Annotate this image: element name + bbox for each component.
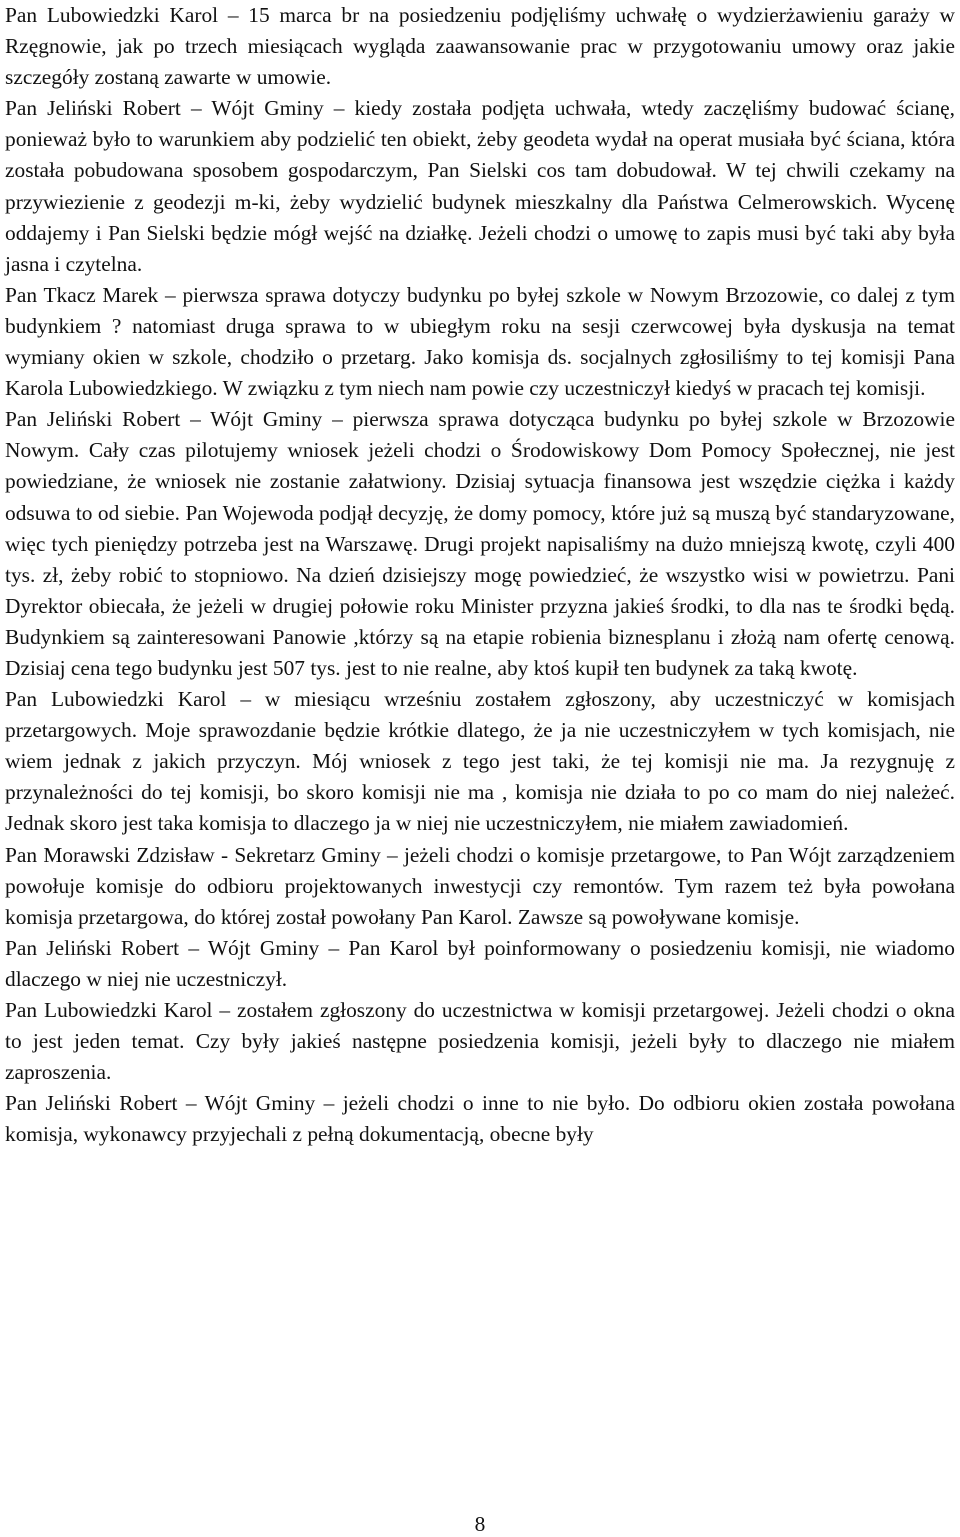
paragraph: Pan Lubowiedzki Karol – 15 marca br na posiedzeniu podjęliśmy uchwałę o wydzierżawieniu garaży w Rzęgnowie, jak po trzech miesiącach wygląda zaawansowanie prac w przygotowaniu umowy oraz jakie szczegóły zostaną zawarte w umowie. bbox=[5, 3, 955, 90]
paragraph: Pan Jeliński Robert – Wójt Gminy – Pan Karol był poinformowany o posiedzeniu komisji, nie wiadomo dlaczego w niej nie uczestniczył. bbox=[5, 935, 955, 991]
paragraph: Pan Morawski Zdzisław - Sekretarz Gminy – jeżeli chodzi o komisje przetargowe, to Pan Wójt zarządzeniem powołuje komisje do odbioru projektowanych inwestycji czy remontów. Tym razem też była powołana komisja przetargowa, do której został powołany Pan Karol. Zawsze są powoływane komisje. bbox=[5, 842, 955, 929]
document-body bbox=[5, 0, 955, 1150]
paragraph: Pan Jeliński Robert – Wójt Gminy – kiedy została podjęta uchwała, wtedy zaczęliśmy budować ścianę, ponieważ było to warunkiem aby podzielić ten obiekt, żeby geodeta wydał na operat musiała być ściana, która została pobudowana sposobem gospodarczym, Pan Sielski cos tam dobudował. W tej chwili czekamy na przywiezienie z geodezji m-ki, żeby wydzielić budynek mieszkalny dla Państwa Celmerowskich. Wycenę oddajemy i Pan Sielski będzie mógł wejść na działkę. Jeżeli chodzi o umowę to zapis musi być taki aby była jasna i czytelna. bbox=[5, 96, 955, 276]
page-number: 8 bbox=[474, 1512, 486, 1536]
paragraph: Pan Jeliński Robert – Wójt Gminy – jeżeli chodzi o inne to nie było. Do odbioru okien została powołana komisja, wykonawcy przyjechali z pełną dokumentacją, obecne były bbox=[5, 1091, 955, 1147]
paragraph: Pan Lubowiedzki Karol – zostałem zgłoszony do uczestnictwa w komisji przetargowej. Jeżeli chodzi o okna to jest jeden temat. Czy były jakieś następne posiedzenia komisji, jeżeli były to dlaczego nie miałem zaproszenia. bbox=[5, 998, 955, 1085]
paragraph: Pan Jeliński Robert – Wójt Gminy – pierwsza sprawa dotycząca budynku po byłej szkole w Brzozowie Nowym. Cały czas pilotujemy wniosek jeżeli chodzi o Środowiskowy Dom Pomocy Społecznej, nie jest powiedziane, że wniosek nie zostanie załatwiony. Dzisiaj sytuacja finansowa jest wszędzie ciężka i każdy odsuwa to od siebie. Pan Wojewoda podjął decyzję, że domy pomocy, które już są muszą być standaryzowane, więc tych pieniędzy potrzeba jest na Warszawę. Drugi projekt napisaliśmy na dużo mniejszą kwotę, czyli 400 tys. zł, żeby robić to stopniowo. Na dzień dzisiejszy mogę powiedzieć, że wszystko wisi w powietrzu. Pani Dyrektor obiecała, że jeżeli w drugiej połowie roku Minister przyzna jakieś środki, to dla nas te środki będą. Budynkiem są zainteresowani Panowie ,którzy są na etapie robienia biznesplanu i złożą nam ofertę cenową. Dzisiaj cena tego budynku jest 507 tys. jest to nie realne, aby ktoś kupił ten budynek za taką kwotę. bbox=[5, 407, 955, 680]
paragraph: Pan Lubowiedzki Karol – w miesiącu wrześniu zostałem zgłoszony, aby uczestniczyć w komisjach przetargowych. Moje sprawozdanie będzie krótkie dlatego, że ja nie uczestniczyłem w tych komisjach, nie wiem jednak z jakich przyczyn. Mój wniosek z tego jest taki, że tej komisji nie ma. Ja rezygnuję z przynależności do tej komisji, bo skoro komisji nie ma , komisja nie działa to po co mam do niej należeć. Jednak skoro jest taka komisja to dlaczego ja w niej nie uczestniczyłem, nie miałem zawiadomień. bbox=[5, 687, 955, 836]
paragraph: Pan Tkacz Marek – pierwsza sprawa dotyczy budynku po byłej szkole w Nowym Brzozowie, co dalej z tym budynkiem ? natomiast druga sprawa to w ubiegłym roku na sesji czerwcowej była dyskusja na temat wymiany okien w szkole, chodziło o przetarg. Jako komisja ds. socjalnych zgłosiliśmy to tej komisji Pana Karola Lubowiedzkiego. W związku z tym niech nam powie czy uczestniczył kiedyś w pracach tej komisji. bbox=[5, 282, 955, 401]
